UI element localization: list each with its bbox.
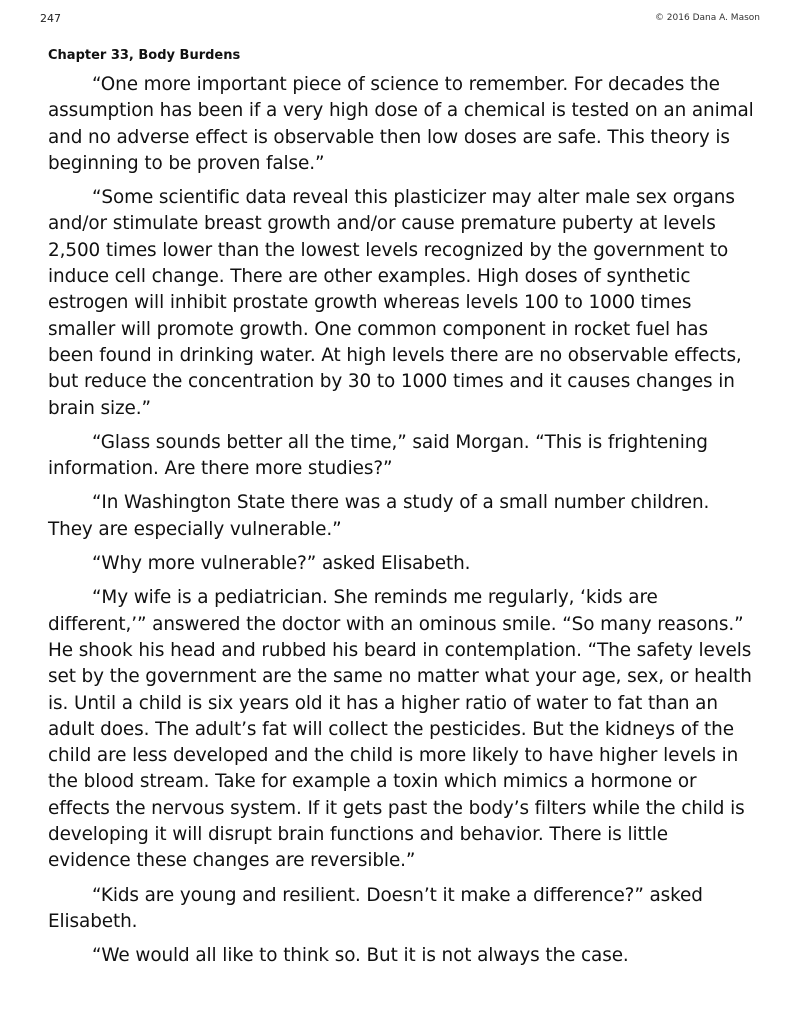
paragraph: “My wife is a pediatrician. She reminds me regularly, ‘kids are different,’” answered the doctor with an ominous smile. “So many reasons.” He shook his head and rubbed his beard in contemplation. “The safety levels set by the government are the same no matter what your age, sex, or health is. Until a child is six years old it has a higher ratio of water to fat than an adult does. The adult’s fat will collect the pesticides. But the kidneys of the child are less developed and the child is more likely to have higher levels in the blood stream. Take for example a toxin which mimics a hormone or effects the nervous system. If it gets past the body’s filters while the child is developing it will disrupt brain functions and behavior. There is little evidence these changes are reversible.”: [48, 587, 752, 872]
body-text: [48, 72, 756, 978]
page-number: 247: [40, 12, 61, 25]
paragraph: “Why more vulnerable?” asked Elisabeth.: [92, 553, 471, 575]
paragraph: “In Washington State there was a study of a small number children. They are especially vulnerable.”: [48, 492, 710, 540]
paragraph: “Kids are young and resilient. Doesn’t it make a difference?” asked Elisabeth.: [48, 884, 703, 932]
paragraph: “Glass sounds better all the time,” said Morgan. “This is frightening information. Are there more studies?”: [48, 431, 708, 480]
paragraph: “We would all like to think so. But it is not always the case.: [92, 945, 629, 967]
copyright-notice: © 2016 Dana A. Mason: [654, 13, 760, 23]
chapter-title: Chapter 33, Body Burdens: [48, 48, 241, 63]
paragraph: “Some scientific data reveal this plasticizer may alter male sex organs and/or stimulate breast growth and/or cause premature puberty at levels 2,500 times lower than the lowest levels recognized by the government to induce cell change. There are other examples. High doses of synthetic estrogen will inhibit prostate growth whereas levels 100 to 1000 times smaller will promote growth. One common component in rocket fuel has been found in drinking water. At high levels there are no observable effects, but reduce the concentration by 30 to 1000 times and it causes changes in brain size.”: [48, 187, 742, 419]
paragraph: “One more important piece of science to remember. For decades the assumption has been if a very high dose of a chemical is tested on an animal and no adverse effect is observable then low doses are safe. This theory is beginning to be proven false.”: [48, 74, 754, 174]
